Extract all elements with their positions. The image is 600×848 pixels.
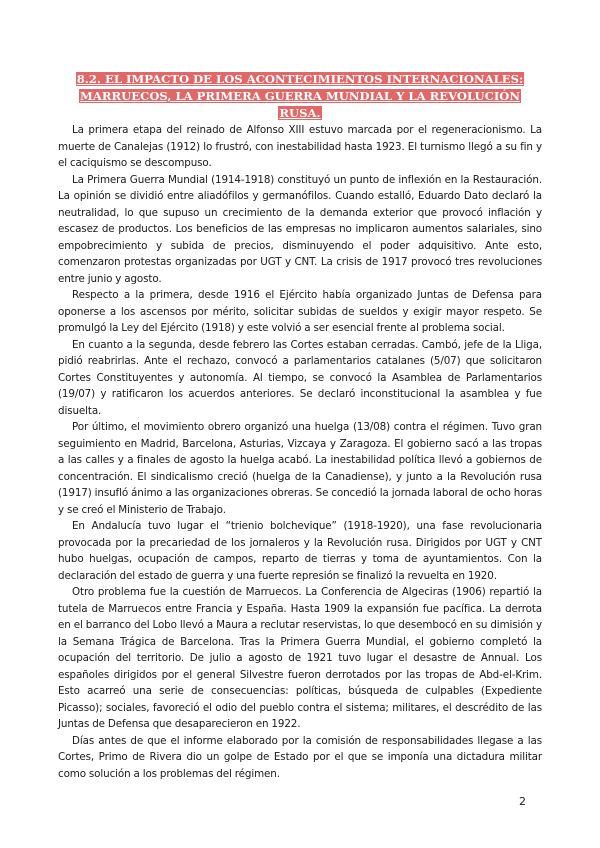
- paragraph-reinado: La primera etapa del reinado de Alfonso XIII estuvo marcada por el regeneracionismo. La muerte de Canalejas (1912) lo frustró, con inestabilidad hasta 1923. El turnismo llegó a su fin y el caciquismo se descompuso.: [58, 124, 542, 169]
- paragraph-trienio-bolchevique: En Andalucía tuvo lugar el “trienio bolchevique” (1918-1920), una fase revolucionaria provocada por la precariedad de los jornaleros y la Revolución rusa. Dirigidos por UGT y CNT hubo huelgas, ocupación de campos, reparto de tierras y toma de ayuntamientos. Con la declaración del estado de guerra y una fuerte represión se finalizó la revuelta en 1920.: [58, 520, 542, 582]
- paragraph-marruecos: Otro problema fue la cuestión de Marruecos. La Conferencia de Algeciras (1906) repartió la tutela de Marruecos entre Francia y España. Hasta 1909 la expansión fue pacífica. La derrota en el barranco del Lobo llevó a Maura a reclutar reservistas, lo que desembocó en su dimisión y la Semana Trágica de Barcelona. Tras la Primera Guerra Mundial, el gobierno completó la ocupación del territorio. De julio a agosto de 1921 tuvo lugar el desastre de Annual. Los españoles dirigidos por el general Silvestre fueron derrotados por las tropas de Abd-el-Krim. Esto acarreó una serie de consecuencias: políticas, búsqueda de culpables (Expediente Picasso); sociales, favoreció el odio del pueblo contra el sistema; militares, el descrédito de las Juntas de Defensa que desaparecieron en 1922.: [58, 586, 542, 730]
- paragraph-golpe-de-estado: Días antes de que el informe elaborado por la comisión de responsabilidades llegase a las Cortes, Primo de Rivera dio un golpe de Estado por el que se imponía una dictadura militar como solución a los problemas del régimen.: [58, 734, 542, 780]
- section-heading: [58, 71, 542, 122]
- paragraph-asamblea-parlamentarios: En cuanto a la segunda, desde febrero las Cortes estaban cerradas. Cambó, jefe de la Lliga, pidió reabrirlas. Ante el rechazo, convocó a parlamentarios catalanes (5/07) que solicitaron Cortes Constituyentes y autonomía. Al tiempo, se convocó la Asamblea de Parlamentarios (19/07) y ratificaron los acuerdos anteriores. Se declaró inconstitucional la asamblea y fue disuelta.: [58, 338, 542, 417]
- paragraph-juntas-de-defensa: Respecto a la primera, desde 1916 el Ejército había organizado Juntas de Defensa para oponerse a los ascensos por mérito, solicitar subidas de sueldos y exigir mayor respeto. Se promulgó la Ley del Ejército (1918) y este volvió a ser esencial frente al problema social.: [58, 289, 542, 334]
- page-number: 2: [519, 795, 526, 808]
- body-text: [58, 122, 542, 782]
- paragraph-primera-guerra-mundial: La Primera Guerra Mundial (1914-1918) constituyó un punto de inflexión en la Restauración. La opinión se dividió entre aliadófilos y germanófilos. Cuando estalló, Eduardo Dato declaró la neutralidad, lo que supuso un crecimiento de la demanda exterior que provocó inflación y escasez de productos. Los beneficios de las empresas no implicaron aumentos salariales, sino empobrecimiento y subida de precios, disminuyendo el poder adquisitivo. Ante esto, comenzaron protestas organizadas por UGT y CNT. La crisis de 1917 provocó tres revoluciones entre junio y agosto.: [58, 173, 542, 285]
- paragraph-huelga-general: Por último, el movimiento obrero organizó una huelga (13/08) contra el régimen. Tuvo gran seguimiento en Madrid, Barcelona, Asturias, Vizcaya y Zaragoza. El gobierno sacó a las tropas a las calles y a finales de agosto la huelga acabó. La inestabilidad política llevó a gobiernos de concentración. El sindicalismo creció (huelga de la Canadiense), y junto a la Revolución rusa (1917) insufló ánimo a las organizaciones obreras. Se concedió la jornada laboral de ocho horas y se creó el Ministerio de Trabajo.: [58, 421, 542, 516]
- section-heading-text: 8.2. EL IMPACTO DE LOS ACONTECIMIENTOS INTERNACIONALES: MARRUECOS, LA PRIMERA GUERRA MUNDIAL Y LA REVOLUCIÓN RUSA.: [76, 72, 524, 120]
